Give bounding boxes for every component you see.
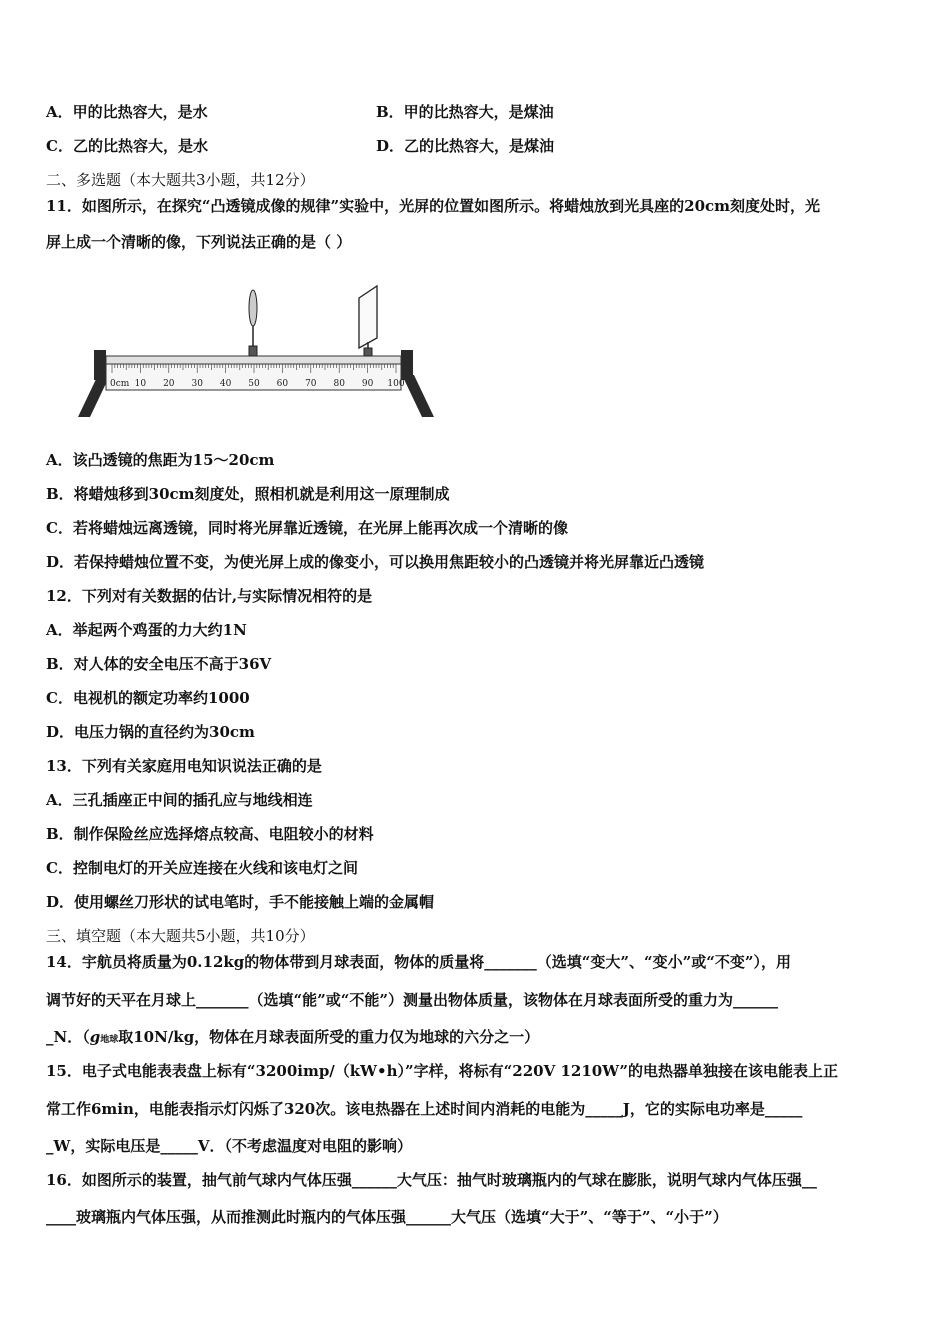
q14-line3-start: _N．（ bbox=[46, 1028, 90, 1046]
q14-g-symbol: g bbox=[89, 1028, 101, 1046]
optical-bench-figure bbox=[76, 280, 436, 425]
scale-tick-label: 20 bbox=[163, 379, 175, 389]
q16-line2: ____玻璃瓶内气体压强，从而推测此时瓶内的气体压强______大气压（选填“大于”、“等于”、“小于”） bbox=[46, 1208, 728, 1226]
scale-tick-label: 90 bbox=[361, 379, 374, 389]
convex-lens bbox=[249, 290, 257, 356]
q11-option-b: B．将蜡烛移到30cm刻度处，照相机就是利用这一原理制成 bbox=[46, 485, 450, 503]
scale-tick-label: 10 bbox=[134, 379, 147, 389]
q12-option-d: D．电压力锅的直径约为30cm bbox=[46, 723, 255, 741]
q13-option-b: B．制作保险丝应选择熔点较高、电阻较小的材料 bbox=[46, 825, 374, 843]
q15-line2: 常工作6min，电能表指示灯闪烁了320次。该电热器在上述时间内消耗的电能为_____J，它的实际电功率是_____ bbox=[46, 1100, 803, 1118]
section3-title: 三、填空题（本大题共5小题，共10分） bbox=[46, 927, 315, 945]
q15-line1: 15．电子式电能表表盘上标有“3200imp/（kW•h）”字样，将标有“220V 1210W”的电热器单独接在该电能表上正 bbox=[46, 1062, 838, 1080]
q16-line1: 16．如图所示的装置，抽气前气球内气体压强______大气压：抽气时玻璃瓶内的气球在膨胀，说明气球内气体压强__ bbox=[46, 1171, 817, 1189]
right-leg bbox=[402, 375, 434, 417]
scale-tick-label: 40 bbox=[219, 379, 232, 389]
q11-option-c: C．若将蜡烛远离透镜，同时将光屏靠近透镜，在光屏上能再次成一个清晰的像 bbox=[46, 519, 568, 537]
q10-option-c: C．乙的比热容大，是水 bbox=[46, 137, 208, 155]
scale-tick-label: 0cm bbox=[110, 379, 130, 389]
q13-option-c: C．控制电灯的开关应连接在火线和该电灯之间 bbox=[46, 859, 358, 877]
scale-tick-label: 100 bbox=[387, 379, 405, 389]
rail-top bbox=[106, 356, 401, 364]
q14-line3 bbox=[46, 1027, 539, 1050]
q10-option-d: D．乙的比热容大，是煤油 bbox=[376, 137, 555, 155]
q12-option-a: A．举起两个鸡蛋的力大约1N bbox=[46, 621, 247, 639]
q11-option-a: A．该凸透镜的焦距为15～20cm bbox=[46, 451, 275, 469]
q12-option-b: B．对人体的安全电压不高于36V bbox=[46, 655, 272, 673]
q13-option-d: D．使用螺丝刀形状的试电笔时，手不能接触上端的金属帽 bbox=[46, 893, 435, 911]
q14-g-subscript: 地球 bbox=[100, 1035, 119, 1045]
q12-option-c: C．电视机的额定功率约1000 bbox=[46, 689, 250, 707]
q11-option-d: D．若保持蜡烛位置不变，为使光屏上成的像变小，可以换用焦距较小的凸透镜并将光屏靠近凸透镜 bbox=[46, 553, 705, 571]
light-screen bbox=[359, 286, 377, 356]
left-leg bbox=[78, 375, 110, 417]
q12-stem: 12．下列对有关数据的估计,与实际情况相符的是 bbox=[46, 587, 373, 605]
q11-stem-line2: 屏上成一个清晰的像，下列说法正确的是（ ） bbox=[46, 233, 352, 251]
q14-line3-end: 取10N/kg，物体在月球表面所受的重力仅为地球的六分之一） bbox=[118, 1028, 540, 1046]
q11-stem-line1: 11．如图所示，在探究“凸透镜成像的规律”实验中，光屏的位置如图所示。将蜡烛放到光具座的20cm刻度处时，光 bbox=[46, 197, 821, 215]
section2-title: 二、多选题（本大题共3小题，共12分） bbox=[46, 171, 315, 189]
q10-option-a: A．甲的比热容大，是水 bbox=[46, 103, 208, 121]
left-end-post bbox=[94, 350, 106, 380]
q15-line3: _W，实际电压是_____V．（不考虑温度对电阻的影响） bbox=[46, 1137, 412, 1155]
scale-tick-label: 30 bbox=[191, 379, 203, 389]
q14-line1: 14．宇航员将质量为0.12kg的物体带到月球表面，物体的质量将_______（选填“变大”、“变小”或“不变”），用 bbox=[46, 953, 792, 971]
q14-line2: 调节好的天平在月球上_______（选填“能”或“不能”）测量出物体质量，该物体在月球表面所受的重力为______ bbox=[46, 991, 779, 1009]
q10-option-b: B．甲的比热容大，是煤油 bbox=[376, 103, 554, 121]
scale-tick-label: 50 bbox=[248, 379, 260, 389]
right-end-post bbox=[401, 350, 413, 380]
q13-stem: 13．下列有关家庭用电知识说法正确的是 bbox=[46, 757, 322, 775]
scale-tick-label: 80 bbox=[333, 379, 345, 389]
scale-tick-label: 70 bbox=[305, 379, 317, 389]
scale-tick-label: 60 bbox=[276, 379, 289, 389]
q13-option-a: A．三孔插座正中间的插孔应与地线相连 bbox=[46, 791, 313, 809]
